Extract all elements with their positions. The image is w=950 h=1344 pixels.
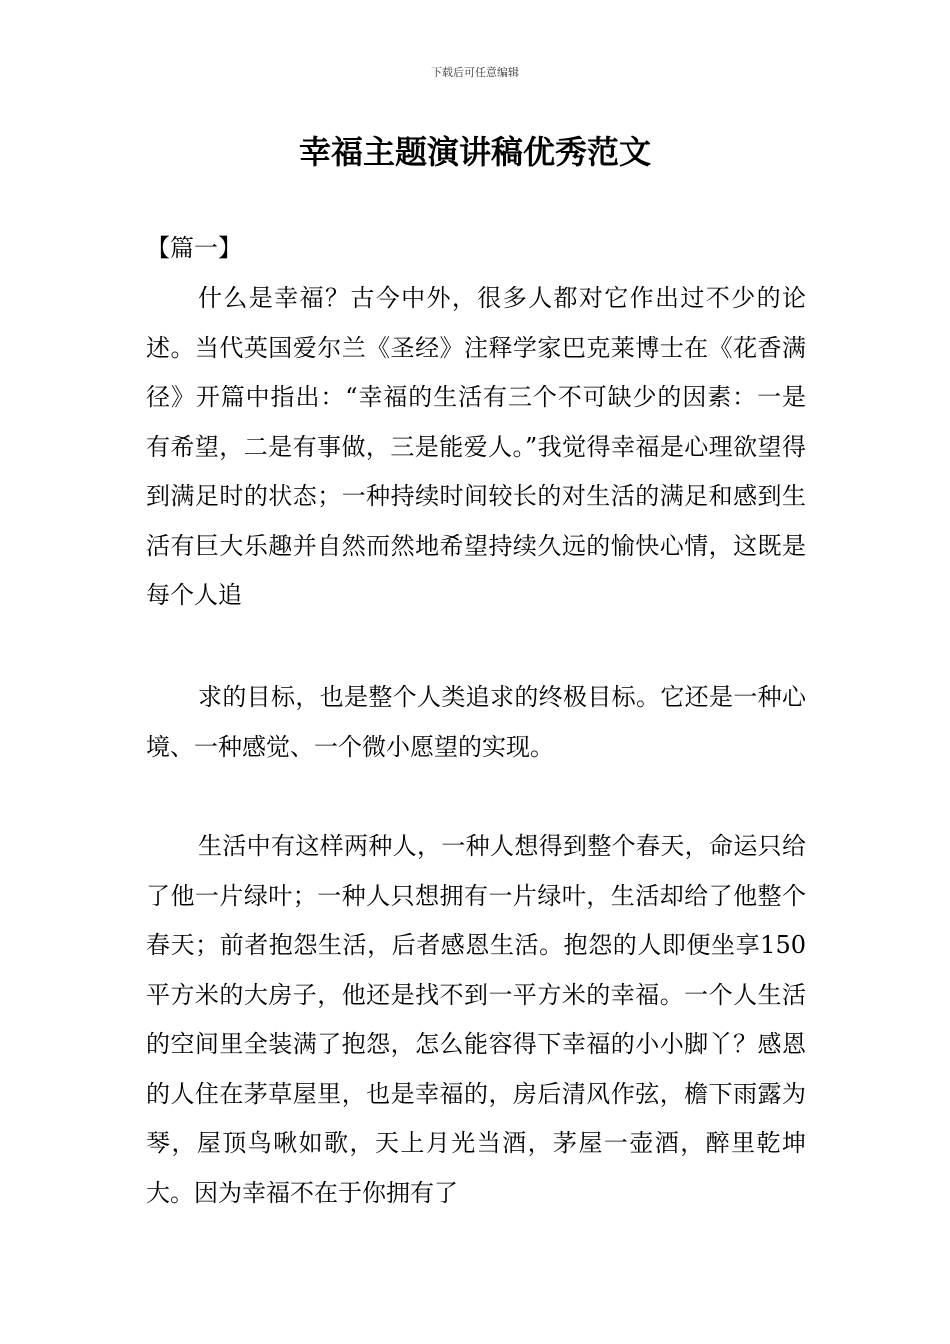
paragraph-2: 求的目标，也是整个人类追求的终极目标。它还是一种心境、一种感觉、一个微小愿望的实现。 bbox=[146, 683, 806, 761]
paragraph-3: 生活中有这样两种人，一种人想得到整个春天，命运只给了他一片绿叶；一种人只想拥有一片绿叶，生活却给了他整个春天；前者抱怨生活，后者感恩生活。抱怨的人即便坐享150平方米的大房子，他还是找不到一平方米的幸福。一个人生活的空间里全装满了抱怨，怎么能容得下幸福的小小脚丫？感恩的人住在茅草屋里，也是幸福的，房后清风作弦，檐下雨露为琴，屋顶鸟啾如歌，天上月光当酒，茅屋一壶酒，醉里乾坤大。因为幸福不在于你拥有了 bbox=[146, 832, 806, 1207]
document-title: 幸福主题演讲稿优秀范文 bbox=[298, 133, 651, 171]
section-label: 【篇一】 bbox=[146, 234, 242, 262]
header-note: 下载后可任意编辑 bbox=[431, 66, 519, 79]
paragraph-1: 什么是幸福？古今中外，很多人都对它作出过不少的论述。当代英国爱尔兰《圣经》注释学家巴克莱博士在《花香满径》开篇中指出：“幸福的生活有三个不可缺少的因素：一是有希望，二是有事做，三是能爱人。”我觉得幸福是心理欲望得到满足时的状态；一种持续时间较长的对生活的满足和感到生活有巨大乐趣并自然而然地希望持续久远的愉快心情，这既是每个人追 bbox=[146, 284, 806, 609]
